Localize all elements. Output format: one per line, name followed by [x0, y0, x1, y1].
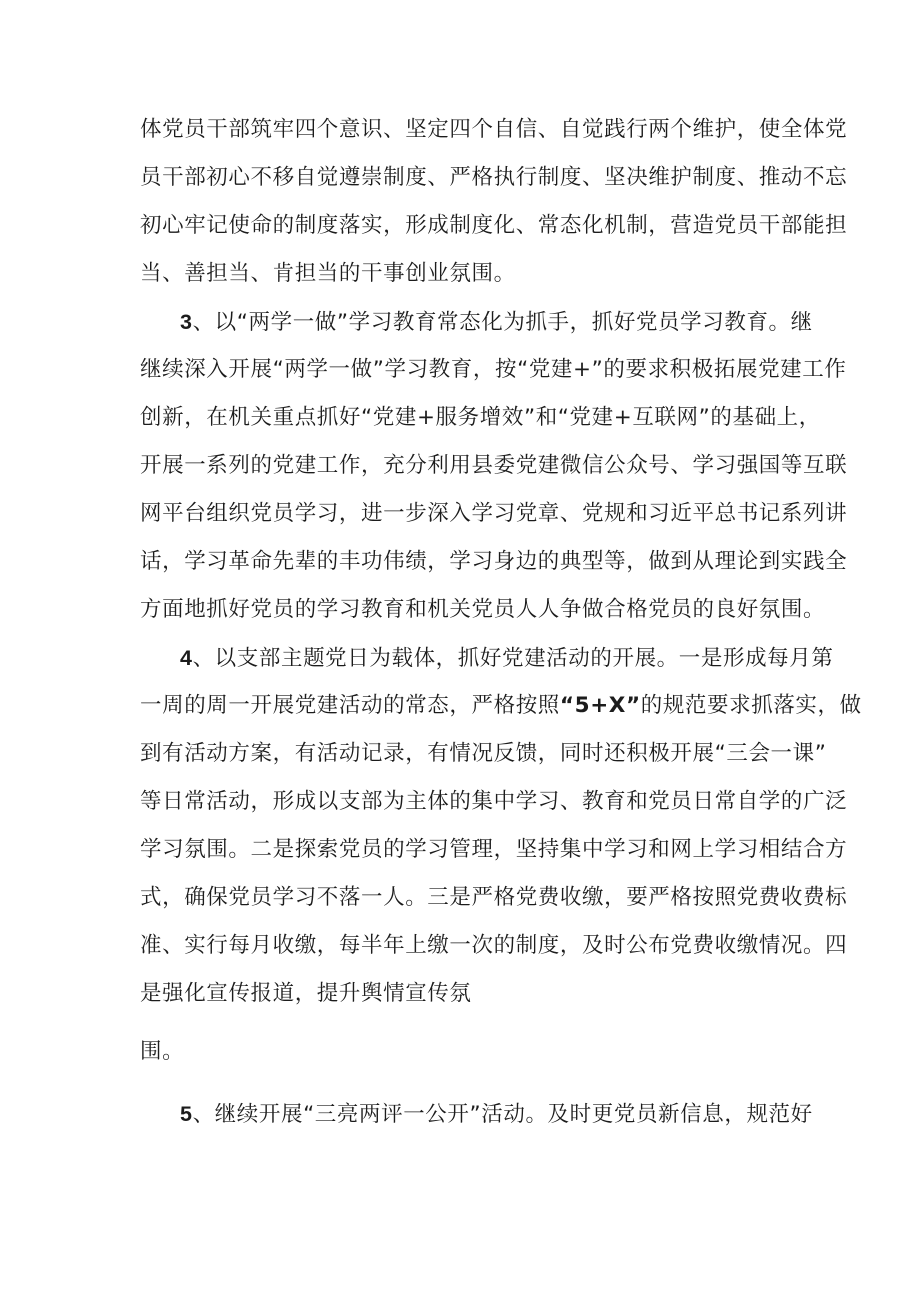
paragraph-text: 、以支部主题党日为载体，抓好党建活动的开展。一是形成每月第: [192, 646, 834, 671]
text-line: 准、实行每月收缴，每半年上缴一次的制度，及时公布党费收缴情况。四: [140, 933, 848, 958]
paragraph-4-first-line: [180, 638, 834, 678]
text-line: 到有活动方案，有活动记录，有情况反馈，同时还积极开展“三会一课”: [140, 741, 827, 766]
paragraph-number: 5: [180, 1102, 193, 1126]
text-line: 围。: [140, 1039, 185, 1064]
text-line: 体党员干部筑牢四个意识、坚定四个自信、自觉践行两个维护，使全体党: [140, 117, 848, 142]
paragraph-text: 、以“两学一做”学习教育常态化为抓手，抓好党员学习教育。继: [192, 310, 813, 335]
text-line: 等日常活动，形成以支部为主体的集中学习、教育和党员日常自学的广泛: [140, 789, 848, 814]
text-line: 网平台组织党员学习，进一步深入学习党章、党规和习近平总书记系列讲: [140, 501, 848, 526]
paragraph-number: 3: [180, 310, 193, 334]
text-line: 初心牢记使命的制度落实，形成制度化、常态化机制，营造党员干部能担: [140, 213, 848, 238]
paragraph-3-first-line: [180, 302, 813, 342]
text-line: 当、善担当、肯担当的干事创业氛围。: [140, 261, 516, 286]
paragraph-number: 4: [180, 646, 193, 670]
text-line: 是强化宣传报道，提升舆情宣传氛: [140, 981, 472, 1006]
text-line: 开展一系列的党建工作，充分利用县委党建微信公众号、学习强国等互联: [140, 453, 848, 478]
text-line: 方面地抓好党员的学习教育和机关党员人人争做合格党员的良好氛围。: [140, 597, 826, 622]
text-line: 话，学习革命先辈的丰功伟绩，学习身边的典型等，做到从理论到实践全: [140, 549, 848, 574]
paragraph-4-second-line: [140, 686, 862, 726]
paragraph-5-first-line: [180, 1094, 813, 1134]
text-segment: 的规范要求抓落实，做: [640, 693, 862, 718]
text-line: 继续深入开展“两学一做”学习教育，按“党建+”的要求积极拓展党建工作: [140, 357, 847, 382]
text-segment: 一周的周一开展党建活动的常态，严格按照: [140, 693, 560, 718]
bold-text-segment: “5+X”: [559, 693, 641, 718]
text-line: 员干部初心不移自觉遵崇制度、严格执行制度、坚决维护制度、推动不忘: [140, 165, 848, 190]
text-line: 创新，在机关重点抓好“党建+服务增效”和“党建+互联网”的基础上，: [140, 405, 821, 430]
text-line: 学习氛围。二是探索党员的学习管理，坚持集中学习和网上学习相结合方: [140, 837, 848, 862]
text-line: 式，确保党员学习不落一人。三是严格党费收缴，要严格按照党费收费标: [140, 885, 848, 910]
paragraph-text: 、继续开展“三亮两评一公开”活动。及时更党员新信息，规范好: [192, 1102, 813, 1127]
